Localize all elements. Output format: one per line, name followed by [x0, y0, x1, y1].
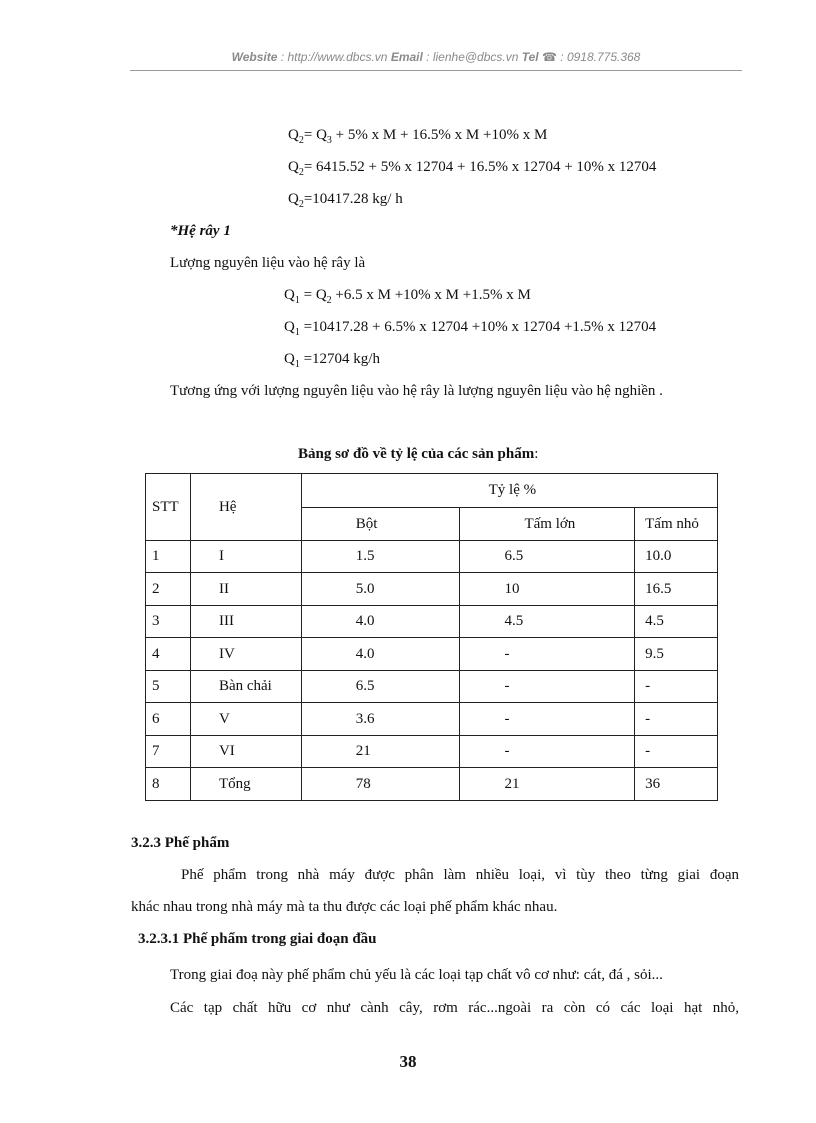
section-3-2-3-1-line-1: Trong giai đoạ này phế phẩm chủ yếu là các loại tạp chất vô cơ như: cát, đá , sỏi...	[170, 967, 663, 983]
cell-he: IV	[190, 638, 301, 671]
cell-stt: 2	[146, 573, 191, 606]
correspond-line: Tương ứng với lượng nguyên liệu vào hệ rây là lượng nguyên liệu vào hệ nghiền .	[170, 383, 663, 399]
email-label: Email	[390, 50, 423, 64]
ratio-table	[145, 473, 718, 801]
cell-tam-lon: 4.5	[460, 606, 635, 638]
page-header	[130, 50, 742, 64]
cell-tam-lon: -	[460, 638, 635, 671]
table-row	[146, 671, 718, 703]
cell-stt: 4	[146, 638, 191, 671]
header-ratio: Tỷ lệ %	[301, 474, 717, 508]
section-3-2-3-line-2: khác nhau trong nhà máy mà ta thu được các loại phế phẩm khác nhau.	[131, 899, 558, 915]
table-row	[146, 606, 718, 638]
table-header-row	[146, 474, 718, 508]
section-3-2-3-title: 3.2.3 Phế phẩm	[131, 835, 230, 851]
cell-tam-lon: -	[460, 671, 635, 703]
cell-bot: 4.0	[301, 638, 460, 671]
table-row	[146, 736, 718, 768]
email-value: : lienhe@dbcs.vn	[422, 50, 522, 64]
cell-he: I	[190, 541, 301, 573]
table-row	[146, 703, 718, 736]
header-he: Hệ	[190, 474, 301, 541]
cell-bot: 21	[301, 736, 460, 768]
subheader-bot: Bột	[301, 508, 460, 541]
intro-line: Lượng nguyên liệu vào hệ rây là	[170, 255, 366, 271]
cell-he: II	[190, 573, 301, 606]
cell-stt: 3	[146, 606, 191, 638]
subheader-tam-nho: Tấm nhỏ	[635, 508, 718, 541]
cell-bot: 3.6	[301, 703, 460, 736]
section-3-2-3-1-title: 3.2.3.1 Phế phẩm trong giai đoạn đầu	[138, 931, 377, 947]
cell-tam-lon: 10	[460, 573, 635, 606]
section-3-2-3-1-line-2: Các tạp chất hữu cơ như cành cây, rơm rác...ngoài ra còn có các loại hạt nhỏ,	[170, 1000, 739, 1016]
tel-value: ☎ : 0918.775.368	[538, 50, 641, 64]
cell-he: III	[190, 606, 301, 638]
tel-label: Tel	[521, 50, 539, 64]
cell-stt: 1	[146, 541, 191, 573]
table-row	[146, 768, 718, 801]
cell-tam-nho: 4.5	[635, 606, 718, 638]
cell-tam-nho: -	[635, 703, 718, 736]
formula-q1-definition: $Q_1 = Q_2 +6.5$ x M +10% x M +1.5% x M	[284, 287, 531, 306]
cell-bot: 4.0	[301, 606, 460, 638]
cell-bot: 1.5	[301, 541, 460, 573]
cell-he: VI	[190, 736, 301, 768]
cell-tam-nho: 10.0	[635, 541, 718, 573]
formula-q2-substituted: $Q_2= 6415.52 + 5\%$ x 12704 + 16.5% x 12704 + 10% x 12704	[288, 159, 657, 178]
website-value: : http://www.dbcs.vn	[277, 50, 391, 64]
cell-tam-nho: 36	[635, 768, 718, 801]
cell-tam-lon: 21	[460, 768, 635, 801]
header-stt: STT	[146, 474, 191, 541]
cell-he: V	[190, 703, 301, 736]
table-caption: Bảng sơ đồ về tỷ lệ của các sản phẩm:	[298, 446, 539, 462]
formula-q1-result: $Q_1 =12704$ kg/h	[284, 351, 380, 370]
cell-stt: 6	[146, 703, 191, 736]
cell-tam-nho: 16.5	[635, 573, 718, 606]
cell-stt: 7	[146, 736, 191, 768]
cell-tam-nho: -	[635, 736, 718, 768]
subheader-tam-lon: Tấm lớn	[460, 508, 635, 541]
cell-tam-nho: -	[635, 671, 718, 703]
table-row	[146, 573, 718, 606]
table-row	[146, 638, 718, 671]
section-3-2-3-line-1: Phế phẩm trong nhà máy được phân làm nhiều loại, vì tùy theo từng giai đoạn	[181, 867, 739, 883]
cell-bot: 78	[301, 768, 460, 801]
cell-stt: 8	[146, 768, 191, 801]
website-label: Website	[231, 50, 278, 64]
formula-q1-substituted: $Q_1 =10417.28 + 6.5\%$ x 12704 +10% x 12704 +1.5% x 12704	[284, 319, 657, 338]
cell-bot: 5.0	[301, 573, 460, 606]
cell-tam-lon: 6.5	[460, 541, 635, 573]
cell-tam-lon: -	[460, 736, 635, 768]
cell-tam-lon: -	[460, 703, 635, 736]
page-number: 38	[399, 1052, 417, 1071]
cell-stt: 5	[146, 671, 191, 703]
cell-bot: 6.5	[301, 671, 460, 703]
header-divider	[130, 70, 742, 71]
cell-he: Tổng	[190, 768, 301, 801]
formula-q2-result: $Q_2=10417.28$ kg/ h	[288, 191, 403, 210]
formula-q2-definition: $Q_2= Q_3 + 5\%$ x M + 16.5% x M +10% x M	[288, 127, 548, 146]
table-row	[146, 541, 718, 573]
cell-tam-nho: 9.5	[635, 638, 718, 671]
section-he-ray-1: *Hệ rây 1	[170, 223, 231, 239]
cell-he: Bàn chải	[190, 671, 301, 703]
